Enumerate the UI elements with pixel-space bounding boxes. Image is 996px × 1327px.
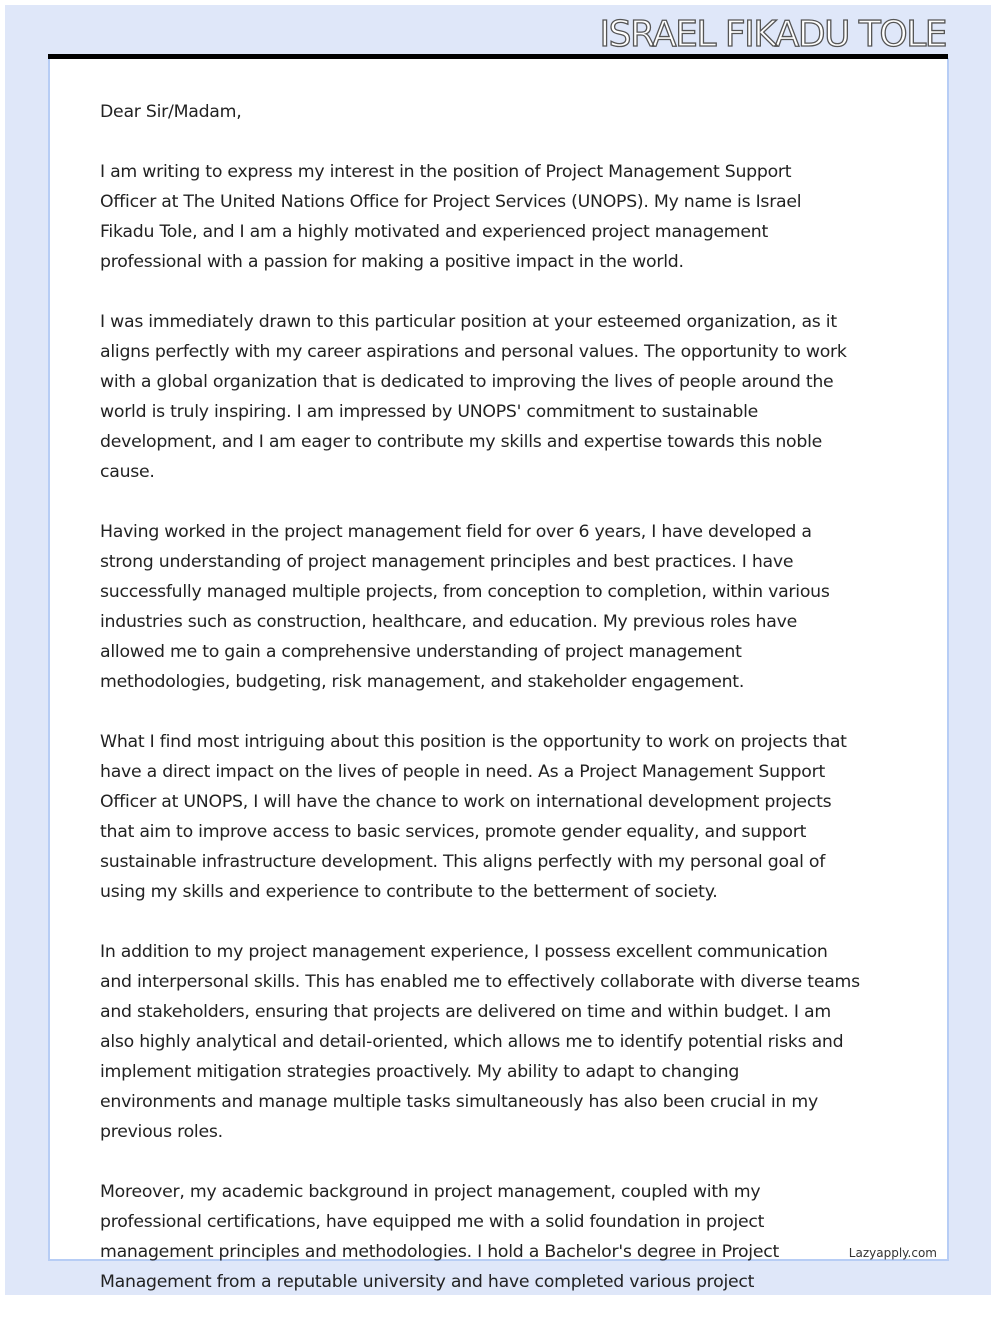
paragraph-line: have a direct impact on the lives of people in need. As a Project Management Support xyxy=(100,762,825,782)
paragraph-line: I was immediately drawn to this particular position at your esteemed organization, as it xyxy=(100,312,837,332)
paragraph-line: world is truly inspiring. I am impressed by UNOPS' commitment to sustainable xyxy=(100,402,759,422)
salutation xyxy=(100,97,900,127)
paragraph-line: and interpersonal skills. This has enabled me to effectively collaborate with diverse teams xyxy=(100,972,860,992)
paragraph-line: implement mitigation strategies proactively. My ability to adapt to changing xyxy=(100,1062,740,1082)
paragraph-line: sustainable infrastructure development. This aligns perfectly with my personal goal of xyxy=(100,852,826,872)
paragraph-line: using my skills and experience to contribute to the betterment of society. xyxy=(100,882,718,902)
paragraph-line: successfully managed multiple projects, from conception to completion, within various xyxy=(100,582,830,602)
paragraph-line: industries such as construction, healthcare, and education. My previous roles have xyxy=(100,612,797,632)
paragraph-line: management principles and methodologies. I hold a Bachelor's degree in Project xyxy=(100,1242,780,1262)
paragraph-line: previous roles. xyxy=(100,1122,223,1142)
paragraph xyxy=(100,1177,900,1297)
paragraph-line: with a global organization that is dedicated to improving the lives of people around the xyxy=(100,372,834,392)
paragraph-line: environments and manage multiple tasks simultaneously has also been crucial in my xyxy=(100,1092,818,1112)
paragraph-line: Having worked in the project management field for over 6 years, I have developed a xyxy=(100,522,812,542)
letter-body xyxy=(100,97,900,1327)
paragraph-line: In addition to my project management experience, I possess excellent communication xyxy=(100,942,828,962)
paragraph-line: strong understanding of project management principles and best practices. I have xyxy=(100,552,794,572)
paragraph xyxy=(100,727,900,907)
paragraph-line: professional certifications, have equipped me with a solid foundation in project xyxy=(100,1212,765,1232)
paragraph-line: professional with a passion for making a positive impact in the world. xyxy=(100,252,684,272)
salutation-text: Dear Sir/Madam, xyxy=(100,102,242,122)
watermark: Lazyapply.com xyxy=(848,1246,937,1260)
paragraph xyxy=(100,307,900,487)
paragraph-line: What I find most intriguing about this position is the opportunity to work on projects that xyxy=(100,732,847,752)
paragraph xyxy=(100,157,900,277)
paragraph-line: also highly analytical and detail-oriented, which allows me to identify potential risks and xyxy=(100,1032,844,1052)
paragraph-line: Fikadu Tole, and I am a highly motivated and experienced project management xyxy=(100,222,768,242)
paragraph-line: allowed me to gain a comprehensive understanding of project management xyxy=(100,642,742,662)
paragraph-line: aligns perfectly with my career aspirations and personal values. The opportunity to work xyxy=(100,342,847,362)
paragraph-line: development, and I am eager to contribute my skills and expertise towards this noble xyxy=(100,432,823,452)
paragraph xyxy=(100,937,900,1147)
paragraph-line: Officer at UNOPS, I will have the chance to work on international development projects xyxy=(100,792,832,812)
paragraph-line: Management from a reputable university and have completed various project xyxy=(100,1272,755,1292)
paragraph-line: methodologies, budgeting, risk management, and stakeholder engagement. xyxy=(100,672,745,692)
paragraph-line: I am writing to express my interest in the position of Project Management Support xyxy=(100,162,792,182)
paragraph-line: Officer at The United Nations Office for Project Services (UNOPS). My name is Israel xyxy=(100,192,802,212)
applicant-name: ISRAEL FIKADU TOLE xyxy=(599,14,946,55)
paragraph-line: Moreover, my academic background in project management, coupled with my xyxy=(100,1182,761,1202)
paragraph xyxy=(100,517,900,697)
paragraph-line: that aim to improve access to basic services, promote gender equality, and support xyxy=(100,822,807,842)
paragraph-line: cause. xyxy=(100,462,155,482)
paragraph-line: and stakeholders, ensuring that projects are delivered on time and within budget. I am xyxy=(100,1002,831,1022)
